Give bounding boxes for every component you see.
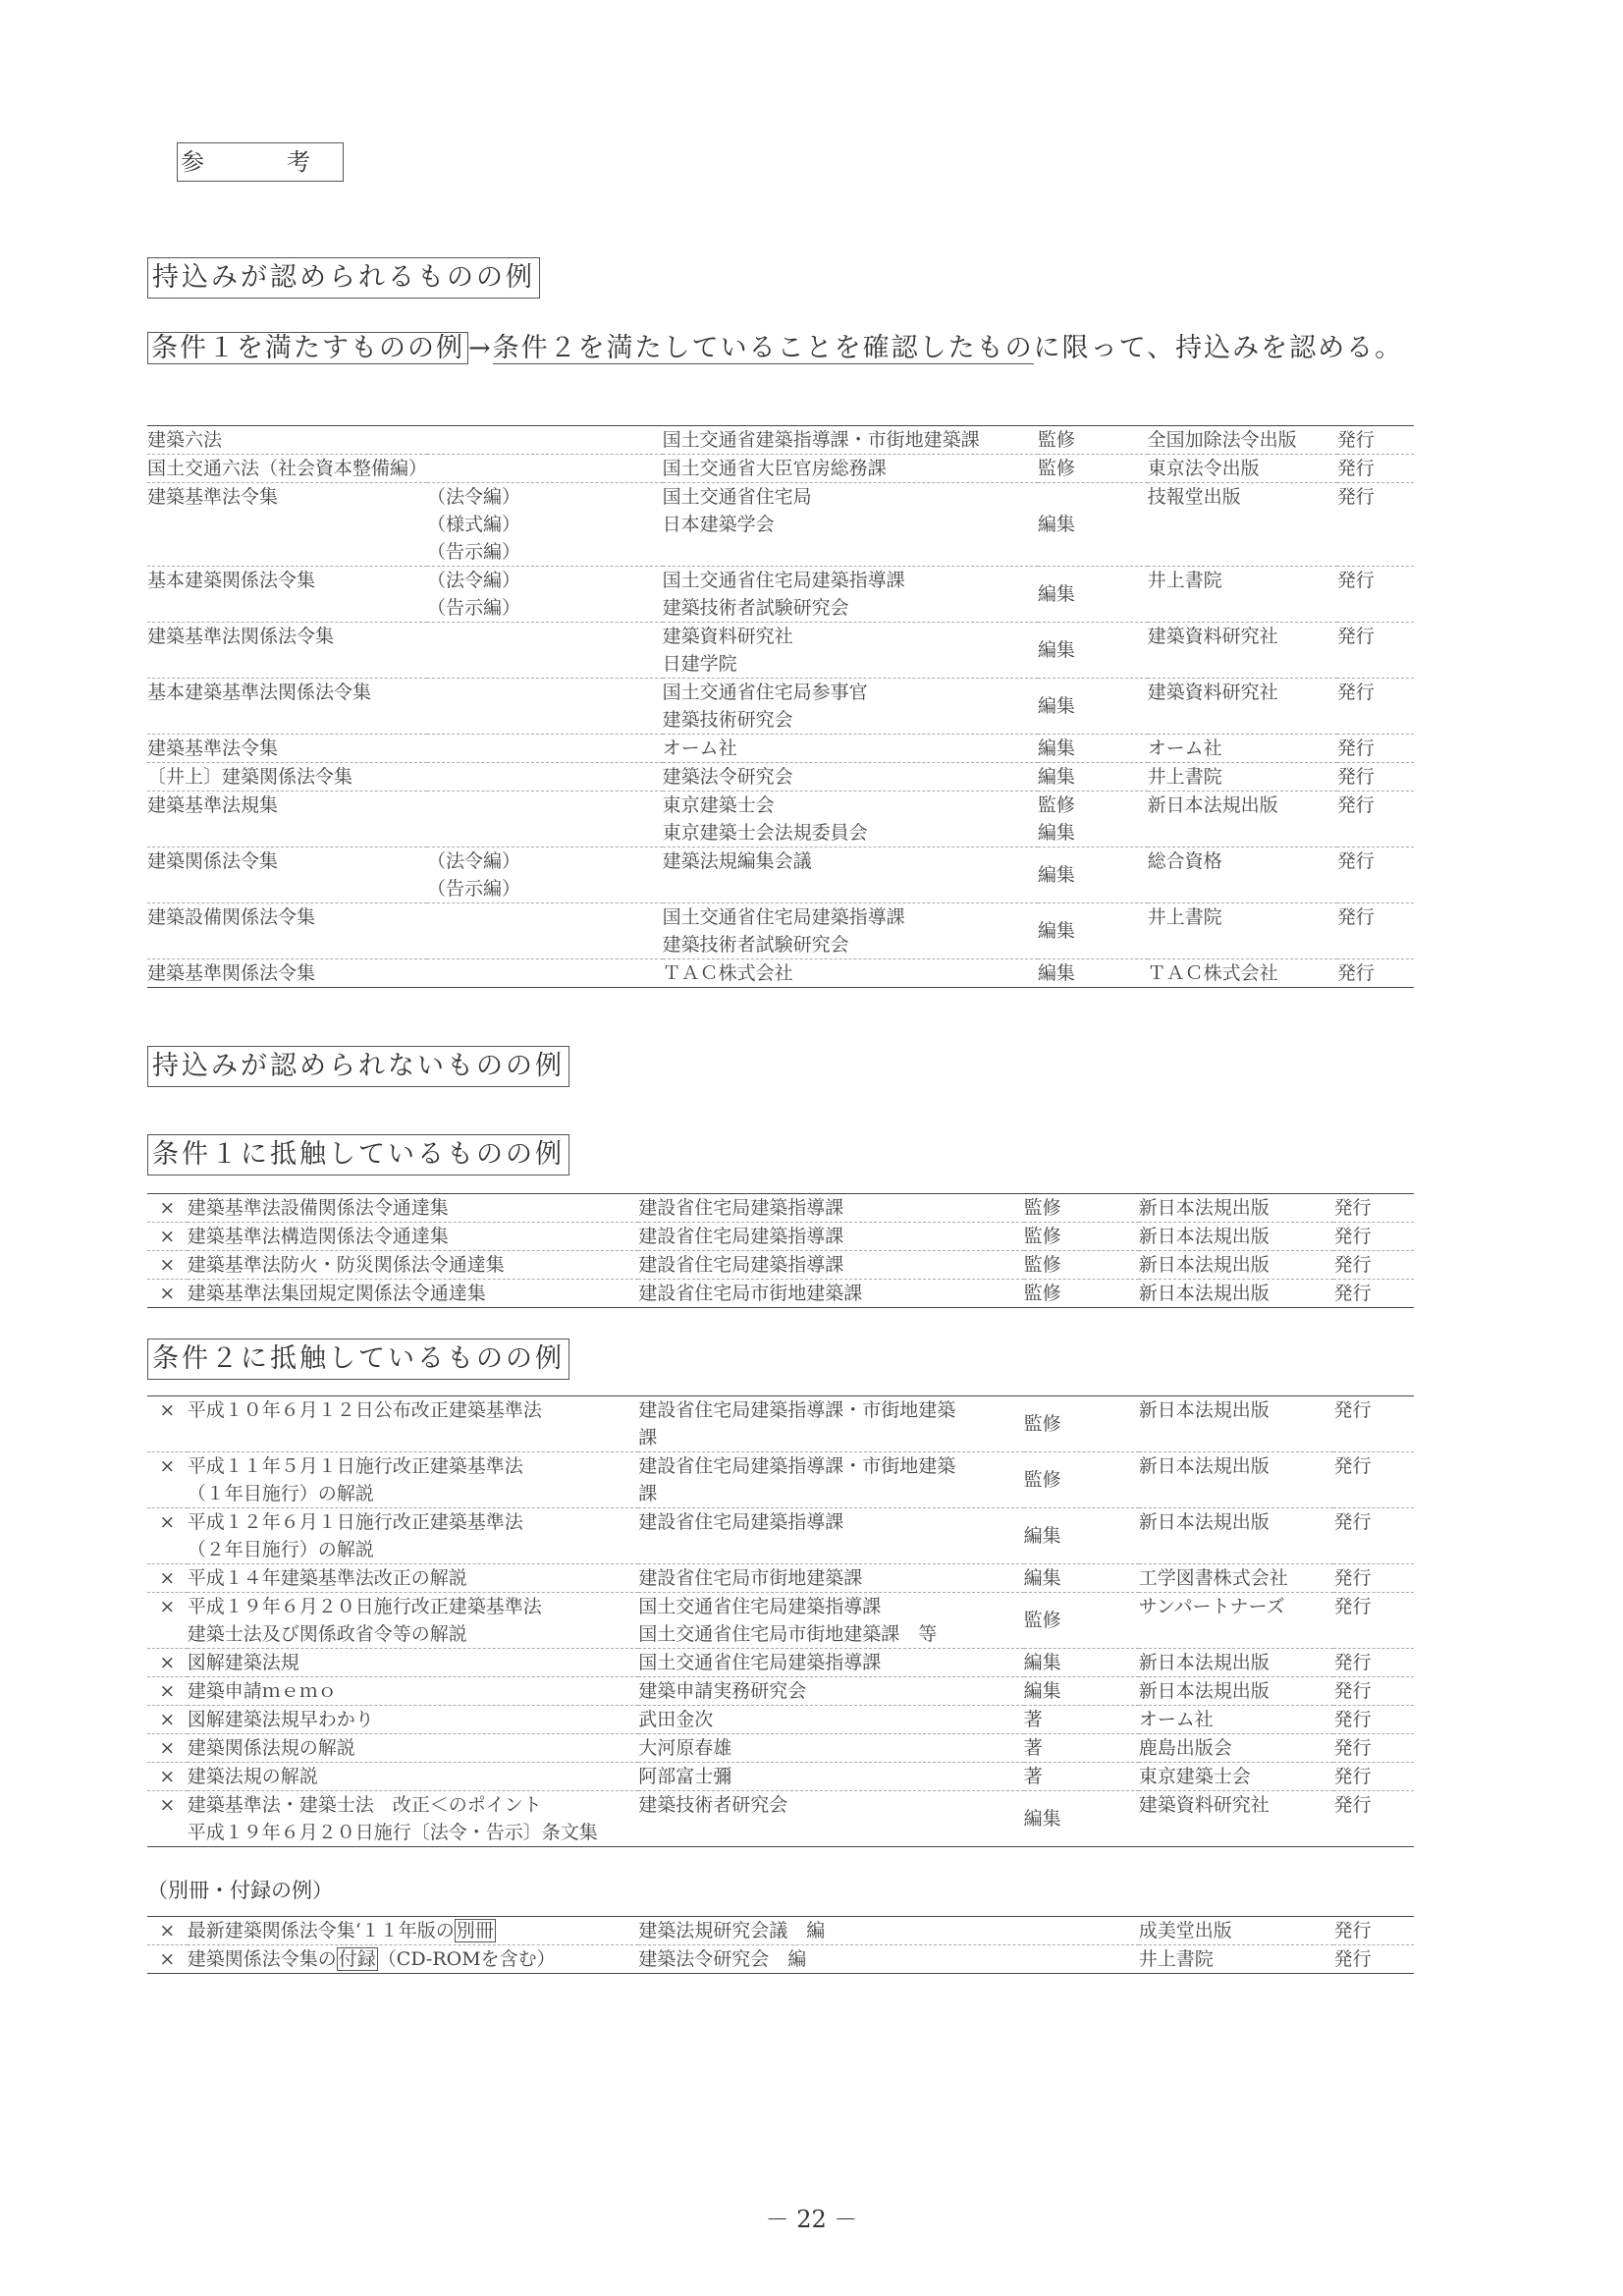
press: 建築資料研究社 <box>1147 682 1278 703</box>
publisher-org: 国土交通省住宅局参事官 建築技術研究会 <box>662 682 868 731</box>
kind: 発行 <box>1336 962 1375 984</box>
publisher-org: 建設省住宅局建築指導課 <box>638 1254 844 1276</box>
book-title: 建築基準法令集 <box>147 486 279 508</box>
role: 編集 <box>1037 738 1075 759</box>
publisher-org: 建築資料研究社 日建学院 <box>662 626 793 675</box>
publisher-org: 国土交通省住宅局建築指導課 国土交通省住宅局市街地建築課 等 <box>638 1596 938 1645</box>
publisher-org: オーム社 <box>662 738 737 759</box>
allowed-heading: 持込みが認められるものの例 <box>147 257 540 299</box>
role: 編集 <box>1037 583 1075 605</box>
book-title: 建築基準法構造関係法令通達集 <box>187 1226 449 1247</box>
press: 井上書院 <box>1147 570 1222 591</box>
role: 編集 <box>1037 766 1075 788</box>
table-row <box>147 1251 1414 1280</box>
press: 鹿島出版会 <box>1138 1737 1232 1759</box>
book-title: 平成１１年５月１日施行改正建築基準法 （１年目施行）の解説 <box>187 1455 523 1504</box>
book-title: 建築六法 <box>147 429 223 451</box>
title-boxed-word: 別冊 <box>456 1920 494 1941</box>
book-title: 建築基準法防火・防災関係法令通達集 <box>187 1254 505 1276</box>
press: 井上書院 <box>1147 906 1222 928</box>
role: 編集 <box>1037 695 1075 717</box>
publisher-org: 建築技術者研究会 <box>638 1794 788 1816</box>
book-volume <box>427 679 663 735</box>
publisher-org: 建築法規研究会議 編 <box>638 1920 826 1941</box>
x-mark: × <box>159 1254 176 1276</box>
publisher-org: 建築申請実務研究会 <box>638 1680 807 1702</box>
kind: 発行 <box>1333 1511 1372 1533</box>
kind: 発行 <box>1333 1737 1372 1759</box>
role: 編集 <box>1023 1567 1061 1589</box>
role: 監修 編集 <box>1037 794 1075 844</box>
publisher-org: 国土交通省住宅局建築指導課 建築技術者試験研究会 <box>662 570 905 619</box>
press: 建築資料研究社 <box>1138 1794 1270 1816</box>
book-title: 建築基準法設備関係法令通達集 <box>187 1197 449 1219</box>
role: 編集 <box>1023 1525 1061 1547</box>
book-title: 建築基準法集団規定関係法令通達集 <box>187 1283 486 1304</box>
role: 編集 <box>1037 639 1075 661</box>
table-row <box>147 1706 1414 1734</box>
x-mark: × <box>159 1794 176 1816</box>
press: 井上書院 <box>1138 1948 1214 1970</box>
role: 監修 <box>1023 1254 1061 1276</box>
kind: 発行 <box>1336 458 1375 479</box>
table-row <box>147 959 1414 988</box>
x-mark: × <box>159 1766 176 1787</box>
publisher-org: 国土交通省住宅局建築指導課 建築技術者試験研究会 <box>662 906 905 956</box>
book-volume <box>427 763 663 792</box>
reference-label: 参 考 <box>177 142 344 182</box>
publisher-org: 建設省住宅局建築指導課 <box>638 1511 844 1533</box>
publisher-org: 国土交通省大臣官房総務課 <box>662 458 887 479</box>
role: 監修 <box>1023 1197 1061 1219</box>
press: オーム社 <box>1138 1709 1214 1730</box>
table-row <box>147 903 1414 959</box>
table-row <box>147 1945 1414 1974</box>
book-title: 建築基準法・建築士法 改正＜のポイント 平成１９年６月２０日施行〔法令・告示〕条文集 <box>187 1794 598 1843</box>
condition-line <box>147 329 1403 368</box>
table-row <box>147 763 1414 792</box>
role: 監修 <box>1023 1610 1061 1631</box>
publisher-org: 建設省住宅局市街地建築課 <box>638 1567 863 1589</box>
role: 監修 <box>1023 1283 1061 1304</box>
table-row <box>147 1564 1414 1593</box>
table-row <box>147 1734 1414 1763</box>
table-row <box>147 1280 1414 1308</box>
press: 建築資料研究社 <box>1147 626 1278 647</box>
press: 新日本法規出版 <box>1138 1283 1270 1304</box>
book-volume <box>427 735 663 763</box>
condition-tail: に限って、持込みを認める。 <box>1033 333 1404 363</box>
book-title: 建築関係法規の解説 <box>187 1737 355 1759</box>
book-title: 建築設備関係法令集 <box>147 906 316 928</box>
press: 成美堂出版 <box>1138 1920 1232 1941</box>
table-row <box>147 1791 1414 1847</box>
press: 技報堂出版 <box>1147 486 1241 508</box>
cond1-violation-heading: 条件１に抵触しているものの例 <box>147 1134 569 1175</box>
publisher-org: 建設省住宅局建築指導課・市街地建築 課 <box>638 1399 956 1449</box>
press: 新日本法規出版 <box>1138 1652 1270 1673</box>
book-title: 建築基準法令集 <box>147 738 279 759</box>
table-row <box>147 1593 1414 1649</box>
role: 監修 <box>1023 1469 1061 1491</box>
press: 新日本法規出版 <box>1138 1226 1270 1247</box>
x-mark: × <box>159 1737 176 1759</box>
table-row <box>147 623 1414 679</box>
kind: 発行 <box>1333 1948 1372 1970</box>
kind: 発行 <box>1336 850 1375 872</box>
condition2-underlined: 条件２を満たしていることを確認したもの <box>492 333 1034 363</box>
x-mark: × <box>159 1920 176 1941</box>
allowed-table <box>147 425 1414 988</box>
kind: 発行 <box>1333 1455 1372 1477</box>
condition1-box: 条件１を満たすものの例 <box>147 332 468 364</box>
role: 編集 <box>1037 864 1075 886</box>
kind: 発行 <box>1336 626 1375 647</box>
x-mark: × <box>159 1399 176 1421</box>
book-title: 建築申請ｍｅｍｏ <box>187 1680 337 1702</box>
press: 全国加除法令出版 <box>1147 429 1297 451</box>
role: 監修 <box>1037 458 1075 479</box>
kind: 発行 <box>1333 1596 1372 1617</box>
table-row <box>147 1452 1414 1508</box>
book-title: 〔井上〕建築関係法令集 <box>147 766 353 788</box>
x-mark: × <box>159 1652 176 1673</box>
kind: 発行 <box>1333 1794 1372 1816</box>
table-row <box>147 1649 1414 1677</box>
cond1-violation-table <box>147 1193 1414 1308</box>
kind: 発行 <box>1333 1226 1372 1247</box>
book-title <box>188 1945 639 1974</box>
kind: 発行 <box>1333 1680 1372 1702</box>
kind: 発行 <box>1333 1920 1372 1941</box>
title-text: 最新建築関係法令集‘１１年版の <box>187 1920 455 1941</box>
press: 東京法令出版 <box>1147 458 1260 479</box>
press: 新日本法規出版 <box>1138 1399 1270 1421</box>
kind: 発行 <box>1333 1197 1372 1219</box>
not-allowed-heading: 持込みが認められないものの例 <box>147 1046 569 1087</box>
press: 新日本法規出版 <box>1138 1254 1270 1276</box>
role: 編集 <box>1023 1652 1061 1673</box>
book-title: 図解建築法規 <box>187 1652 299 1673</box>
table-row <box>147 1677 1414 1706</box>
book-title <box>188 1917 639 1945</box>
kind: 発行 <box>1336 486 1375 508</box>
table-row <box>147 1396 1414 1452</box>
role: 編集 <box>1037 514 1075 535</box>
publisher-org: 建設省住宅局市街地建築課 <box>638 1283 863 1304</box>
x-mark: × <box>159 1226 176 1247</box>
x-mark: × <box>159 1567 176 1589</box>
publisher-org: 武田金次 <box>638 1709 714 1730</box>
kind: 発行 <box>1333 1283 1372 1304</box>
kind: 発行 <box>1333 1567 1372 1589</box>
x-mark: × <box>159 1680 176 1702</box>
title-suffix: （CD-ROMを含む） <box>377 1948 556 1970</box>
table-row <box>147 1917 1414 1945</box>
table-row <box>147 483 1414 567</box>
press: ＴＡＣ株式会社 <box>1147 962 1278 984</box>
kind: 発行 <box>1336 794 1375 816</box>
press: 新日本法規出版 <box>1138 1511 1270 1533</box>
table-row <box>147 1194 1414 1223</box>
table-row <box>147 792 1414 847</box>
publisher-org: 建築法規編集会議 <box>662 850 812 872</box>
book-volume <box>427 792 663 847</box>
kind: 発行 <box>1333 1652 1372 1673</box>
publisher-org: 国土交通省建築指導課・市街地建築課 <box>662 429 980 451</box>
x-mark: × <box>159 1455 176 1477</box>
appendix-note: （別冊・付録の例） <box>147 1879 333 1902</box>
publisher-org: 建設省住宅局建築指導課・市街地建築 課 <box>638 1455 956 1504</box>
x-mark: × <box>159 1283 176 1304</box>
publisher-org: 阿部富士彌 <box>638 1766 732 1787</box>
book-volume <box>427 455 663 483</box>
role: 編集 <box>1023 1680 1061 1702</box>
book-volume: （法令編） （様式編） （告示編） <box>427 486 521 563</box>
publisher-org: 建設省住宅局建築指導課 <box>638 1226 844 1247</box>
table-row <box>147 1763 1414 1791</box>
x-mark: × <box>159 1197 176 1219</box>
table-row <box>147 426 1414 455</box>
publisher-org: 建設省住宅局建築指導課 <box>638 1197 844 1219</box>
table-row <box>147 679 1414 735</box>
book-title: 建築法規の解説 <box>187 1766 318 1787</box>
publisher-org: 国土交通省住宅局 日本建築学会 <box>662 486 812 535</box>
kind: 発行 <box>1336 906 1375 928</box>
kind: 発行 <box>1333 1399 1372 1421</box>
book-title: 基本建築基準法関係法令集 <box>147 682 372 703</box>
kind: 発行 <box>1336 429 1375 451</box>
press: オーム社 <box>1147 738 1222 759</box>
x-mark: × <box>159 1511 176 1533</box>
role: 著 <box>1023 1709 1043 1730</box>
table-row <box>147 1223 1414 1251</box>
press: 東京建築士会 <box>1138 1766 1251 1787</box>
title-boxed-word: 付録 <box>338 1948 376 1970</box>
x-mark: × <box>159 1709 176 1730</box>
kind: 発行 <box>1336 570 1375 591</box>
table-row <box>147 847 1414 903</box>
press: 新日本法規出版 <box>1138 1455 1270 1477</box>
kind: 発行 <box>1336 766 1375 788</box>
x-mark: × <box>159 1596 176 1617</box>
arrow: → <box>468 333 493 363</box>
role: 編集 <box>1037 920 1075 942</box>
press: 新日本法規出版 <box>1138 1197 1270 1219</box>
book-volume <box>427 623 663 679</box>
book-title: 建築基準法関係法令集 <box>147 626 335 647</box>
book-title: 平成１０年６月１２日公布改正建築基準法 <box>187 1399 542 1421</box>
role: 著 <box>1023 1737 1043 1759</box>
table-row <box>147 567 1414 623</box>
book-title: 図解建築法規早わかり <box>187 1709 374 1730</box>
kind: 発行 <box>1336 738 1375 759</box>
role: 編集 <box>1023 1808 1061 1830</box>
book-title: 建築基準関係法令集 <box>147 962 316 984</box>
book-title: 建築基準法規集 <box>147 794 279 816</box>
book-title: 平成１４年建築基準法改正の解説 <box>187 1567 467 1589</box>
book-volume: （法令編） （告示編） <box>427 570 521 619</box>
press: 総合資格 <box>1147 850 1222 872</box>
book-volume: （法令編） （告示編） <box>427 850 521 900</box>
publisher-org: 東京建築士会 東京建築士会法規委員会 <box>662 794 868 844</box>
kind: 発行 <box>1336 682 1375 703</box>
book-volume <box>427 903 663 959</box>
press: 井上書院 <box>1147 766 1222 788</box>
role: 編集 <box>1037 962 1075 984</box>
role: 監修 <box>1037 429 1075 451</box>
press: 新日本法規出版 <box>1138 1680 1270 1702</box>
book-volume <box>427 959 663 988</box>
cond2-violation-table <box>147 1395 1414 1847</box>
book-volume <box>427 426 663 455</box>
publisher-org: 建築法令研究会 編 <box>638 1948 807 1970</box>
role: 監修 <box>1023 1226 1061 1247</box>
role: 著 <box>1023 1766 1043 1787</box>
table-row <box>147 455 1414 483</box>
book-title: 基本建築関係法令集 <box>147 570 316 591</box>
book-title: 平成１９年６月２０日施行改正建築基準法 建築士法及び関係政省令等の解説 <box>187 1596 542 1645</box>
kind: 発行 <box>1333 1254 1372 1276</box>
x-mark: × <box>159 1948 176 1970</box>
publisher-org: 建築法令研究会 <box>662 766 793 788</box>
cond2-violation-heading: 条件２に抵触しているものの例 <box>147 1339 569 1380</box>
kind: 発行 <box>1333 1766 1372 1787</box>
book-title: 国土交通六法（社会資本整備編） <box>147 458 428 479</box>
appendix-table <box>147 1916 1414 1974</box>
publisher-org: 大河原春雄 <box>638 1737 732 1759</box>
kind: 発行 <box>1333 1709 1372 1730</box>
book-title: 建築関係法令集 <box>147 850 279 872</box>
table-row <box>147 1508 1414 1564</box>
page-number: － 22 － <box>765 2206 858 2233</box>
table-row <box>147 735 1414 763</box>
press: サンパートナーズ <box>1138 1596 1285 1617</box>
publisher-org: ＴＡＣ株式会社 <box>662 962 793 984</box>
press: 新日本法規出版 <box>1147 794 1278 816</box>
role: 監修 <box>1023 1413 1061 1435</box>
book-title: 平成１２年６月１日施行改正建築基準法 （２年目施行）の解説 <box>187 1511 523 1560</box>
title-text: 建築関係法令集の <box>187 1948 337 1970</box>
publisher-org: 国土交通省住宅局建築指導課 <box>638 1652 882 1673</box>
press: 工学図書株式会社 <box>1138 1567 1288 1589</box>
